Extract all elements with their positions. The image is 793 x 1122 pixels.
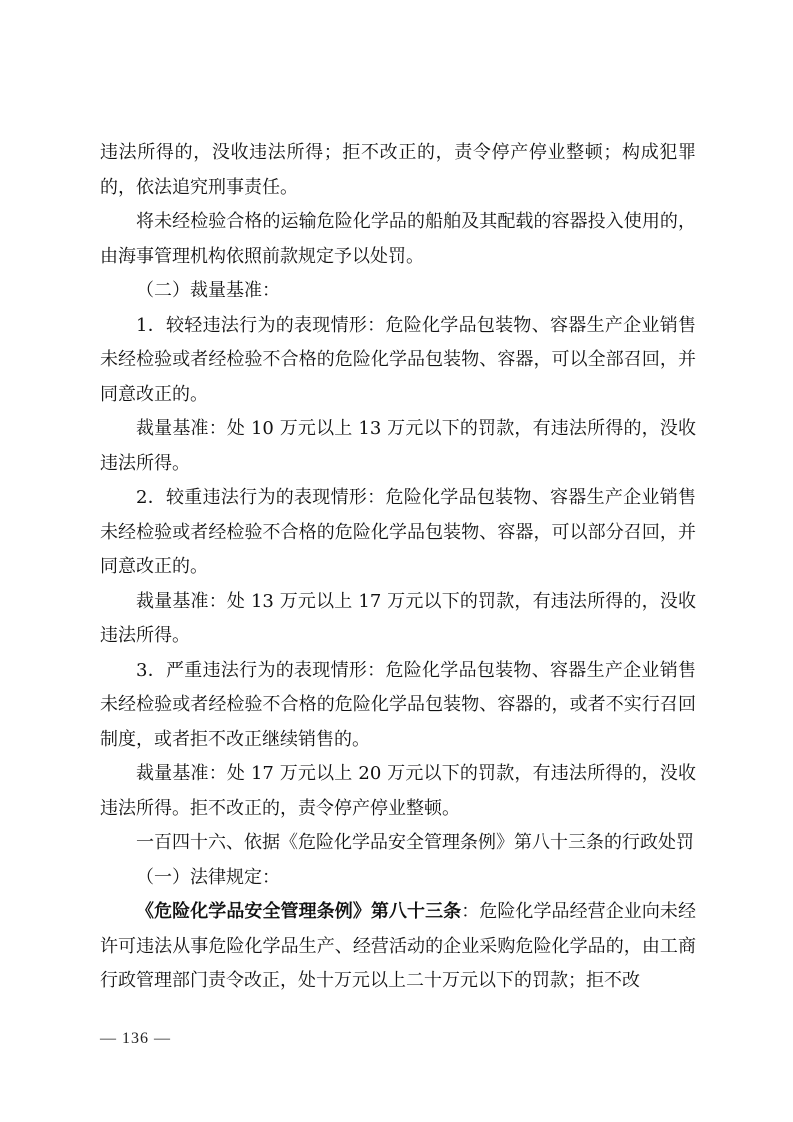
paragraph-minor-penalty: 裁量基准：处 10 万元以上 13 万元以下的罚款，有违法所得的，没收违法所得。 xyxy=(100,418,696,474)
paragraph-severe-violation: 3．严重违法行为的表现情形：危险化学品包装物、容器生产企业销售未经检验或者经检验不合格的危险化学品包装物、容器的，或者不实行召回制度，或者拒不改正继续销售的。 xyxy=(100,659,696,750)
paragraph-minor-violation: 1．较轻违法行为的表现情形：危险化学品包装物、容器生产企业销售未经检验或者经检验不合格的危险化学品包装物、容器，可以全部召回，并同意改正的。 xyxy=(100,314,696,405)
paragraph-moderate-violation: 2．较重违法行为的表现情形：危险化学品包装物、容器生产企业销售未经检验或者经检验不合格的危险化学品包装物、容器，可以部分召回，并同意改正的。 xyxy=(100,487,696,577)
section-title-146: 一百四十六、依据《危险化学品安全管理条例》第八十三条的行政处罚 xyxy=(136,832,694,853)
paragraph-moderate-penalty: 裁量基准：处 13 万元以上 17 万元以下的罚款，有违法所得的，没收违法所得。 xyxy=(100,590,696,646)
article-citation: 《危险化学品安全管理条例》第八十三条 xyxy=(136,901,462,922)
paragraph-ship-containers: 将未经检验合格的运输危险化学品的船舶及其配载的容器投入使用的，由海事管理机构依照前款规定予以处罚。 xyxy=(100,211,696,267)
article-text: ：危险化学品经营企业向未经许可违法从事危险化学品生产、经营活动的企业采购危险化学品的，由工商行政管理部门责令改正，处十万元以上二十万元以下的罚款；拒不改 xyxy=(100,901,697,991)
page-number: — 136 — xyxy=(100,1030,171,1047)
section-heading-discretion-standard: （二）裁量基准： xyxy=(136,280,280,301)
paragraph-article-83 xyxy=(100,895,696,999)
section-heading-legal-provision: （一）法律规定： xyxy=(136,866,280,888)
document-body xyxy=(100,136,696,999)
paragraph-continuation: 违法所得的，没收违法所得；拒不改正的，责令停产停业整顿；构成犯罪的，依法追究刑事责任。 xyxy=(100,142,696,198)
paragraph-severe-penalty: 裁量基准：处 17 万元以上 20 万元以下的罚款，有违法所得的，没收违法所得。拒不改正的，责令停产停业整顿。 xyxy=(100,763,696,819)
